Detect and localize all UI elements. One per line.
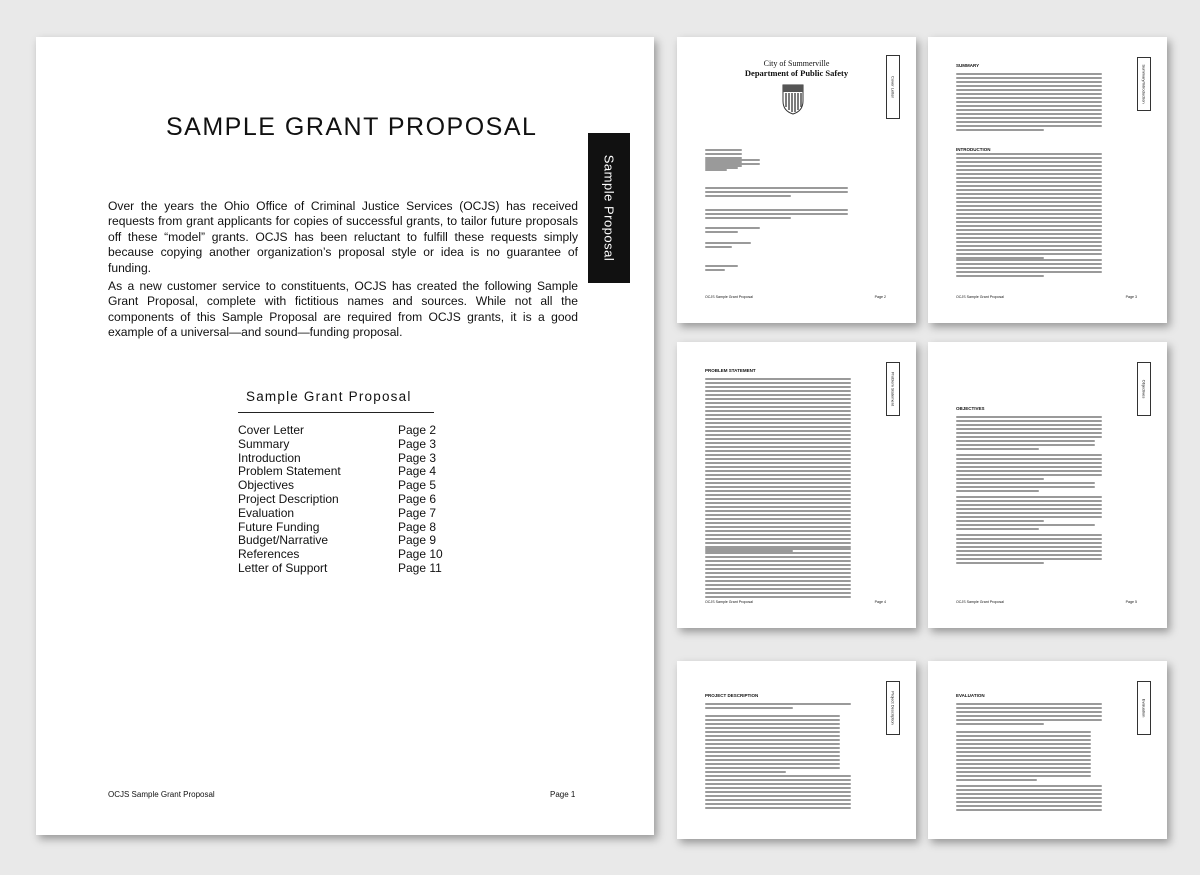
text-line — [705, 246, 732, 248]
toc-item[interactable] — [238, 479, 448, 493]
text-line — [956, 259, 1102, 261]
text-line — [705, 592, 851, 594]
toc-item-label: Summary — [238, 436, 290, 451]
text-line — [705, 394, 851, 396]
toc-item[interactable] — [238, 493, 448, 507]
text-line — [956, 767, 1091, 769]
text-line — [956, 731, 1091, 733]
text-line — [956, 520, 1044, 522]
text-line — [956, 77, 1102, 79]
toc-item-label: Future Funding — [238, 519, 320, 534]
text-line — [705, 719, 840, 721]
section-tab-label: Sample Proposal — [601, 154, 617, 262]
toc-item[interactable] — [238, 562, 448, 576]
text-line — [705, 466, 851, 468]
page-footer-right: Page 1 — [550, 790, 576, 799]
thumbnail-tab — [1137, 57, 1151, 111]
text-line — [956, 562, 1044, 564]
text-line — [705, 153, 742, 155]
thumbnail-heading: PROBLEM STATEMENT — [705, 368, 756, 373]
letterhead-department: Department of Public Safety — [744, 68, 849, 78]
text-line — [956, 217, 1102, 219]
text-line — [705, 759, 840, 761]
text-line — [956, 797, 1102, 799]
text-line — [705, 398, 851, 400]
text-line — [705, 167, 738, 169]
text-line — [956, 420, 1102, 422]
text-line — [956, 486, 1095, 488]
thumbnail-footer-left: OCJS Sample Grant Proposal — [705, 295, 753, 299]
text-line — [956, 436, 1102, 438]
thumbnail-objectives[interactable] — [928, 342, 1167, 628]
thumbnail-tab — [886, 362, 900, 416]
text-line — [705, 522, 851, 524]
text-line — [705, 715, 840, 717]
text-line — [956, 759, 1091, 761]
text-line — [956, 129, 1044, 131]
thumbnail-footer-right: Page 3 — [1125, 295, 1137, 299]
text-line — [705, 149, 742, 151]
toc-item-label: Objectives — [238, 478, 295, 493]
text-line — [705, 799, 851, 801]
text-line — [956, 462, 1102, 464]
text-line — [956, 416, 1102, 418]
toc-item-label: Introduction — [238, 450, 301, 465]
text-line — [956, 478, 1044, 480]
text-line — [705, 560, 851, 562]
text-line — [705, 767, 840, 769]
text-line — [956, 440, 1095, 442]
text-line — [956, 245, 1102, 247]
thumbnail-tab-label: Summary/Introduction — [1141, 64, 1147, 104]
toc-item-page: Page 10 — [398, 547, 443, 562]
text-line — [956, 181, 1102, 183]
thumbnail-footer-left: OCJS Sample Grant Proposal — [956, 295, 1004, 299]
text-line — [705, 564, 851, 566]
text-line — [956, 444, 1095, 446]
text-line — [956, 747, 1091, 749]
text-line — [956, 81, 1102, 83]
text-line — [956, 448, 1039, 450]
text-line — [956, 534, 1102, 536]
text-line — [705, 775, 851, 777]
thumbnail-tab — [886, 55, 900, 119]
thumbnail-summary[interactable] — [928, 37, 1167, 323]
text-line — [705, 458, 851, 460]
text-line — [705, 498, 851, 500]
toc-item-page: Page 7 — [398, 505, 437, 520]
text-line — [956, 793, 1102, 795]
thumbnail-tab-label: Cover Letter — [890, 75, 896, 99]
text-line — [956, 153, 1102, 155]
text-line — [956, 735, 1091, 737]
toc-item-page: Page 6 — [398, 491, 437, 506]
text-line — [705, 209, 848, 211]
text-line — [956, 169, 1102, 171]
text-line — [705, 438, 851, 440]
text-line — [705, 747, 840, 749]
toc-item-label: References — [238, 547, 300, 562]
text-line — [956, 275, 1044, 277]
text-line — [956, 177, 1102, 179]
text-line — [956, 105, 1102, 107]
text-line — [705, 406, 851, 408]
text-line — [956, 93, 1102, 95]
text-line — [705, 530, 851, 532]
text-line — [705, 763, 840, 765]
text-line — [956, 197, 1102, 199]
text-line — [956, 723, 1044, 725]
toc-item-page: Page 2 — [398, 423, 437, 437]
text-line — [956, 550, 1102, 552]
text-line — [956, 249, 1102, 251]
text-line — [956, 165, 1102, 167]
text-line — [956, 470, 1102, 472]
page-footer-left: OCJS Sample Grant Proposal — [108, 790, 215, 799]
text-line — [956, 554, 1102, 556]
text-line — [705, 783, 851, 785]
thumbnail-footer-right: Page 5 — [1125, 600, 1137, 604]
text-line — [705, 414, 851, 416]
text-line — [956, 546, 1102, 548]
text-line — [705, 474, 851, 476]
text-line — [956, 454, 1102, 456]
text-line — [705, 735, 840, 737]
toc-item-label: Cover Letter — [238, 423, 305, 437]
toc-item[interactable] — [238, 452, 448, 466]
text-line — [705, 703, 851, 705]
thumbnail-tab-label: Objectives — [1141, 379, 1147, 399]
text-line — [956, 482, 1095, 484]
text-line — [705, 510, 851, 512]
thumbnail-heading: EVALUATION — [956, 693, 985, 698]
text-line — [956, 524, 1095, 526]
toc-item[interactable] — [238, 424, 448, 438]
toc-item-page: Page 3 — [398, 436, 437, 451]
text-line — [956, 209, 1102, 211]
text-line — [705, 422, 851, 424]
thumbnail-heading: INTRODUCTION — [956, 147, 991, 152]
toc-item-page: Page 9 — [398, 533, 437, 548]
thumbnail-tab — [1137, 681, 1151, 735]
text-line — [705, 751, 840, 753]
text-line — [956, 221, 1102, 223]
text-line — [705, 526, 851, 528]
text-line — [705, 418, 851, 420]
text-line — [956, 237, 1102, 239]
text-line — [705, 265, 738, 267]
text-line — [705, 572, 851, 574]
toc-item-page: Page 5 — [398, 478, 437, 493]
text-line — [956, 703, 1102, 705]
text-line — [705, 552, 851, 554]
text-line — [956, 771, 1091, 773]
text-line — [956, 779, 1037, 781]
thumbnail-heading: SUMMARY — [956, 63, 980, 68]
text-line — [956, 785, 1102, 787]
text-line — [956, 542, 1102, 544]
toc-item-label: Problem Statement — [238, 464, 341, 479]
toc-item-page: Page 4 — [398, 464, 437, 479]
text-line — [705, 803, 851, 805]
text-line — [956, 789, 1102, 791]
text-line — [956, 775, 1091, 777]
text-line — [956, 193, 1102, 195]
text-line — [956, 213, 1102, 215]
intro-paragraph: Over the years the Ohio Office of Criminal Justice Services (OCJS) has received requests from grant applicants for copies of successful grants, to tailor future proposals off these “model” grants. OCJS has been reluctant to fulfill these requests simply because copying another organization’s proposal style or idea is no guarantee of funding. — [108, 199, 578, 275]
toc-item[interactable] — [238, 534, 448, 548]
toc-item-label: Project Description — [238, 491, 339, 506]
text-line — [705, 576, 851, 578]
text-line — [956, 233, 1102, 235]
thumbnail-problem-statement[interactable] — [677, 342, 916, 628]
letterhead — [677, 59, 916, 78]
text-line — [705, 442, 851, 444]
text-line — [956, 125, 1102, 127]
text-line — [705, 490, 851, 492]
text-line — [956, 113, 1102, 115]
text-line — [705, 494, 851, 496]
text-line — [956, 516, 1102, 518]
text-line — [956, 432, 1102, 434]
text-line — [956, 512, 1102, 514]
thumbnail-footer-left: OCJS Sample Grant Proposal — [705, 600, 753, 604]
text-line — [705, 779, 851, 781]
text-line — [956, 263, 1102, 265]
text-line — [705, 795, 851, 797]
toc-item-label: Evaluation — [238, 505, 295, 520]
thumbnail-evaluation[interactable] — [928, 661, 1167, 839]
toc-item-label: Budget/Narrative — [238, 533, 329, 548]
text-line — [705, 534, 851, 536]
text-line — [705, 242, 751, 244]
text-line — [956, 458, 1102, 460]
text-line — [705, 390, 851, 392]
thumbnail-tab-label: Problem Statement — [890, 371, 896, 407]
text-line — [956, 241, 1102, 243]
text-line — [705, 446, 851, 448]
section-tab — [588, 133, 630, 283]
text-line — [956, 85, 1102, 87]
text-line — [705, 486, 851, 488]
text-line — [956, 504, 1102, 506]
text-line — [705, 518, 851, 520]
toc-item[interactable] — [238, 438, 448, 452]
text-line — [705, 187, 848, 189]
text-line — [956, 496, 1102, 498]
text-line — [705, 450, 851, 452]
text-line — [956, 101, 1102, 103]
text-line — [956, 73, 1102, 75]
text-line — [956, 173, 1102, 175]
thumbnail-project-description[interactable] — [677, 661, 916, 839]
thumbnail-heading: OBJECTIVES — [956, 406, 985, 411]
toc-item[interactable] — [238, 548, 448, 562]
text-line — [956, 500, 1102, 502]
text-line — [705, 771, 786, 773]
thumbnail-footer-left: OCJS Sample Grant Proposal — [956, 600, 1004, 604]
text-line — [956, 755, 1091, 757]
thumbnail-footer-right: Page 4 — [874, 600, 886, 604]
text-line — [956, 225, 1102, 227]
text-line — [956, 751, 1091, 753]
text-line — [705, 462, 851, 464]
text-line — [705, 707, 793, 709]
thumbnail-cover-letter[interactable] — [677, 37, 916, 323]
letterhead-city: City of Summerville — [763, 59, 830, 68]
text-line — [956, 229, 1102, 231]
text-line — [705, 502, 851, 504]
toc-divider — [238, 412, 434, 413]
text-line — [956, 707, 1102, 709]
text-line — [705, 478, 851, 480]
shield-seal-icon — [781, 83, 805, 115]
text-line — [956, 424, 1102, 426]
text-line — [956, 109, 1102, 111]
text-line — [705, 731, 840, 733]
text-line — [956, 538, 1102, 540]
text-line — [956, 719, 1102, 721]
text-line — [705, 434, 851, 436]
text-line — [705, 169, 727, 171]
text-line — [705, 410, 851, 412]
text-line — [705, 191, 848, 193]
text-line — [956, 185, 1102, 187]
text-line — [956, 97, 1102, 99]
text-line — [956, 739, 1091, 741]
text-line — [705, 426, 851, 428]
text-line — [956, 253, 1102, 255]
text-line — [705, 556, 851, 558]
text-line — [705, 195, 791, 197]
text-line — [956, 805, 1102, 807]
text-line — [705, 584, 851, 586]
page-title: SAMPLE GRANT PROPOSAL — [166, 113, 538, 141]
text-line — [705, 213, 848, 215]
text-line — [956, 161, 1102, 163]
toc-item[interactable] — [238, 507, 448, 521]
text-line — [705, 378, 851, 380]
toc-item-page: Page 3 — [398, 450, 437, 465]
text-line — [705, 163, 760, 165]
toc-item[interactable] — [238, 465, 448, 479]
text-line — [956, 558, 1102, 560]
text-line — [705, 538, 851, 540]
text-line — [956, 117, 1102, 119]
text-line — [705, 739, 840, 741]
text-line — [956, 801, 1102, 803]
text-line — [956, 466, 1102, 468]
table-of-contents — [238, 424, 448, 576]
toc-title: Sample Grant Proposal — [246, 389, 412, 404]
text-line — [705, 727, 840, 729]
text-line — [705, 580, 851, 582]
text-line — [956, 490, 1039, 492]
text-line — [705, 217, 791, 219]
text-line — [705, 506, 851, 508]
text-line — [705, 743, 840, 745]
text-line — [956, 715, 1102, 717]
thumbnail-footer-right: Page 2 — [874, 295, 886, 299]
text-line — [705, 386, 851, 388]
text-line — [705, 482, 851, 484]
text-line — [956, 711, 1102, 713]
text-line — [705, 159, 760, 161]
text-line — [705, 723, 840, 725]
text-line — [705, 787, 851, 789]
toc-item[interactable] — [238, 521, 448, 535]
text-line — [705, 402, 851, 404]
text-line — [705, 755, 840, 757]
thumbnail-heading: PROJECT DESCRIPTION — [705, 693, 759, 698]
text-line — [956, 267, 1102, 269]
service-paragraph: As a new customer service to constituents, OCJS has created the following Sample Grant Proposal, complete with fictitious names and sources. While not all the components of this Sample Proposal are required from OCJS grants, it is a good example of a universal—and sound—funding proposal. — [108, 279, 578, 340]
thumbnail-tab-label: Evaluation — [1141, 698, 1147, 718]
thumbnail-tab-label: Project Description — [890, 691, 896, 725]
text-line — [956, 271, 1102, 273]
text-line — [956, 201, 1102, 203]
text-line — [705, 454, 851, 456]
text-line — [956, 205, 1102, 207]
text-line — [705, 470, 851, 472]
text-line — [705, 596, 851, 598]
thumbnail-tab — [886, 681, 900, 735]
text-line — [956, 528, 1039, 530]
text-line — [956, 763, 1091, 765]
text-line — [956, 428, 1102, 430]
text-line — [705, 548, 851, 550]
text-line — [705, 269, 725, 271]
text-line — [705, 807, 851, 809]
toc-item-label: Letter of Support — [238, 560, 328, 575]
text-line — [956, 474, 1102, 476]
text-line — [956, 743, 1091, 745]
text-line — [956, 89, 1102, 91]
main-page — [36, 37, 654, 835]
text-line — [956, 508, 1102, 510]
text-line — [705, 430, 851, 432]
text-line — [956, 809, 1102, 811]
text-line — [705, 588, 851, 590]
text-line — [705, 231, 738, 233]
text-line — [956, 189, 1102, 191]
text-line — [705, 227, 760, 229]
text-line — [956, 157, 1102, 159]
thumbnail-tab — [1137, 362, 1151, 416]
toc-item-page: Page 11 — [398, 560, 442, 575]
text-line — [705, 791, 851, 793]
text-line — [705, 514, 851, 516]
text-line — [705, 382, 851, 384]
text-line — [705, 568, 851, 570]
text-line — [956, 121, 1102, 123]
text-line — [705, 542, 851, 544]
toc-item-page: Page 8 — [398, 519, 437, 534]
